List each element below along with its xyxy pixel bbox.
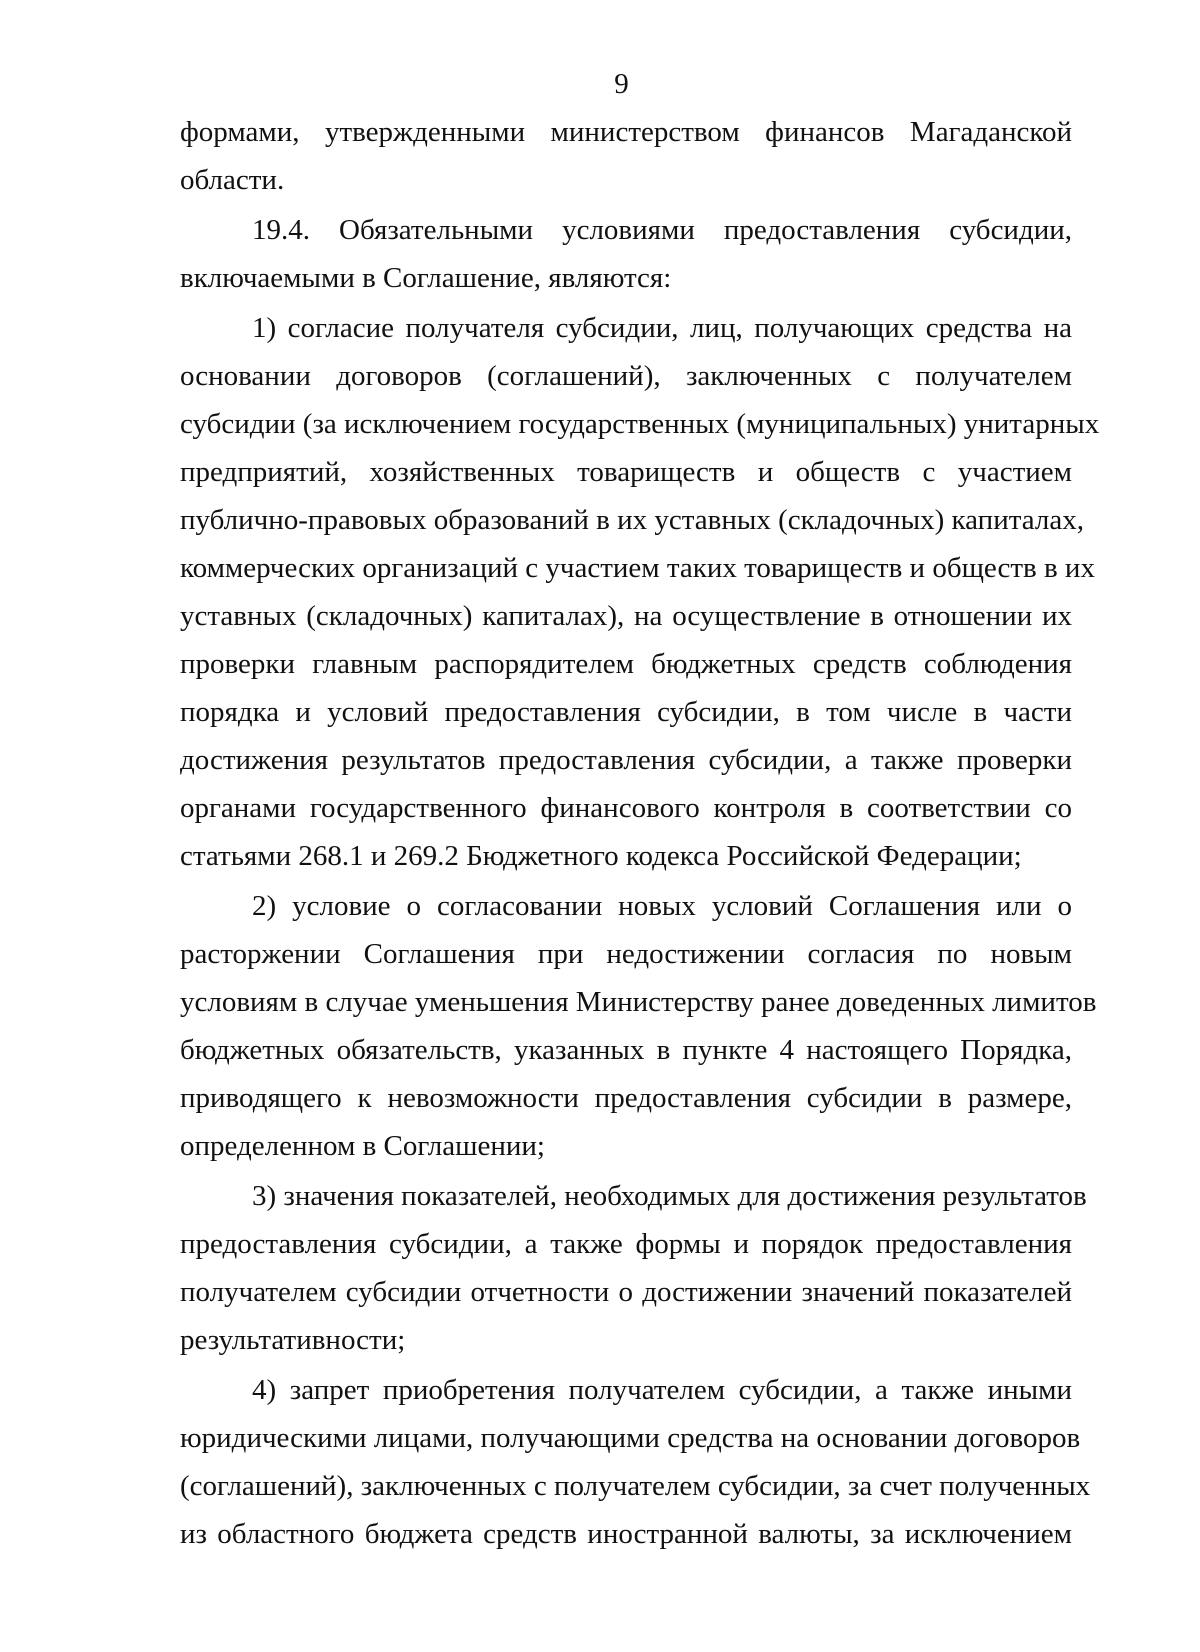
text-line: уставных (складочных) капиталах), на осуществление в отношении их [180, 600, 1072, 632]
text-line: субсидии (за исключением государственных (муниципальных) унитарных [180, 408, 1100, 440]
page-number: 9 [614, 68, 629, 100]
text-line: приводящего к невозможности предоставления субсидии в размере, [180, 1082, 1072, 1114]
text-line: органами государственного финансового контроля в соответствии со [180, 792, 1072, 824]
text-line: получателем субсидии отчетности о достижении значений показателей [180, 1276, 1072, 1308]
text-line: порядка и условий предоставления субсидии, в том числе в части [180, 696, 1072, 728]
paragraph-p3 [180, 882, 1097, 1170]
text-line: определенном в Соглашении; [180, 1130, 545, 1162]
paragraph-p4 [180, 1172, 1087, 1364]
text-line: условиям в случае уменьшения Министерству ранее доведенных лимитов [180, 986, 1097, 1018]
text-line: основании договоров (соглашений), заключенных с получателем [180, 360, 1072, 392]
text-line: коммерческих организаций с участием таких товариществ и обществ в их [180, 552, 1095, 584]
text-line: 19.4. Обязательными условиями предоставления субсидии, [252, 214, 1072, 246]
text-line: проверки главным распорядителем бюджетных средств соблюдения [180, 648, 1072, 680]
text-line: 3) значения показателей, необходимых для достижения результатов [252, 1180, 1087, 1212]
text-line: достижения результатов предоставления субсидии, а также проверки [180, 744, 1072, 776]
text-line: 2) условие о согласовании новых условий Соглашения или о [252, 890, 1072, 922]
paragraph-p5 [180, 1366, 1091, 1558]
paragraph-p1 [180, 206, 1072, 302]
text-line: статьями 268.1 и 269.2 Бюджетного кодекса Российской Федерации; [180, 840, 1022, 872]
document-body [180, 108, 1100, 1558]
text-line: включаемыми в Соглашение, являются: [180, 262, 672, 294]
text-line: расторжении Соглашения при недостижении согласия по новым [180, 938, 1072, 970]
text-line: результативности; [180, 1324, 406, 1356]
text-line: предприятий, хозяйственных товариществ и обществ с участием [180, 456, 1072, 488]
text-line: области. [180, 164, 285, 196]
text-line: 4) запрет приобретения получателем субсидии, а также иными [252, 1374, 1072, 1406]
text-line: 1) согласие получателя субсидии, лиц, получающих средства на [252, 312, 1072, 344]
text-line: формами, утвержденными министерством финансов Магаданской [180, 116, 1072, 148]
text-line: предоставления субсидии, а также формы и порядок предоставления [180, 1228, 1072, 1260]
text-line: (соглашений), заключенных с получателем субсидии, за счет полученных [180, 1470, 1091, 1502]
text-line: публично-правовых образований в их уставных (складочных) капиталах, [180, 504, 1084, 536]
text-line: бюджетных обязательств, указанных в пункте 4 настоящего Порядка, [180, 1034, 1072, 1066]
paragraph-p2 [180, 304, 1100, 880]
paragraph-p0 [180, 108, 1072, 204]
text-line: из областного бюджета средств иностранной валюты, за исключением [180, 1518, 1072, 1550]
text-line: юридическими лицами, получающими средства на основании договоров [180, 1422, 1081, 1454]
